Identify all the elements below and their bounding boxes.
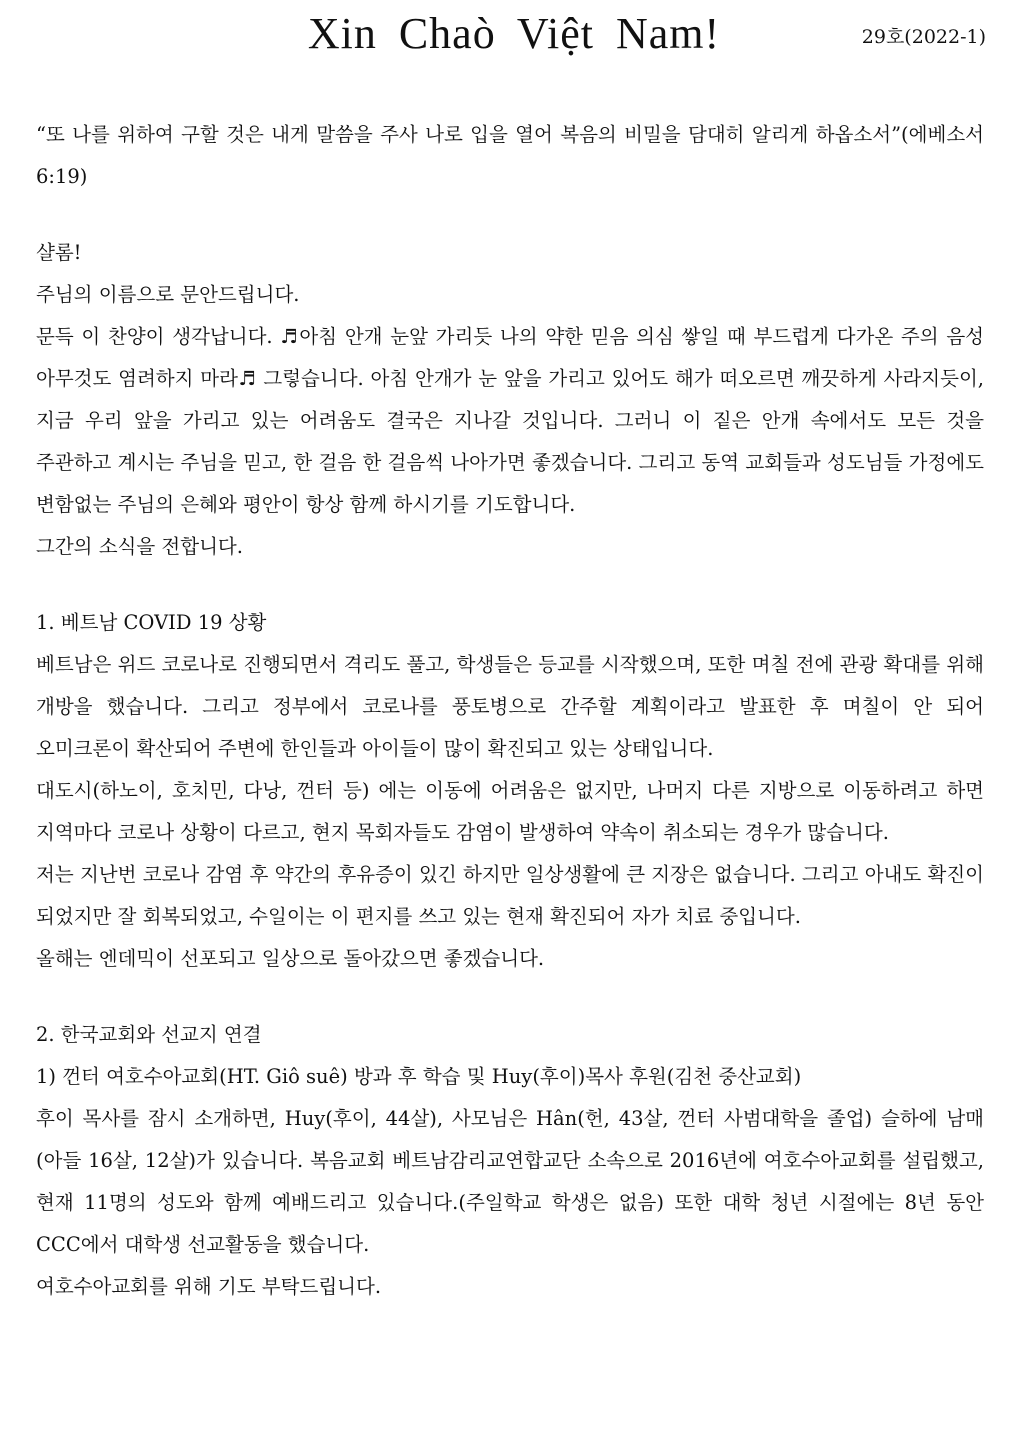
section-1-paragraph-1: 베트남은 위드 코로나로 진행되면서 격리도 풀고, 학생들은 등교를 시작했으며, 또한 며칠 전에 관광 확대를 위해 개방을 했습니다. 그리고 정부에서 코로나를 풍토병으로 간주할 계획이라고 발표한 후 며칠이 안 되어 오미크론이 확산되어 주변에 한인들과 아이들이 많이 확진되고 있는 상태입니다.: [36, 653, 984, 760]
greeting-news-intro: 그간의 소식을 전합니다.: [36, 535, 243, 558]
section-2-heading: 2. 한국교회와 선교지 연결: [36, 1023, 262, 1046]
newsletter-title: Xin Chaò Việt Nam!: [307, 9, 721, 58]
section-2-subheading: 1) 껀터 여호수아교회(HT. Giô suê) 방과 후 학습 및 Huy(후이)목사 후원(김천 중산교회): [36, 1065, 802, 1088]
greeting-salutation: 주님의 이름으로 문안드립니다.: [36, 283, 300, 306]
section-1-paragraph-3: 저는 지난번 코로나 감염 후 약간의 후유증이 있긴 하지만 일상생활에 큰 지장은 없습니다. 그리고 아내도 확진이 되었지만 잘 회복되었고, 수일이는 이 편지를 쓰고 있는 현재 확진되어 자가 치료 중입니다.: [36, 863, 984, 928]
section-1-heading: 1. 베트남 COVID 19 상황: [36, 611, 267, 634]
section-2-paragraph-1: 후이 목사를 잠시 소개하면, Huy(후이, 44살), 사모님은 Hân(헌, 43살, 껀터 사범대학을 졸업) 슬하에 남매(아들 16살, 12살)가 있습니다. 복음교회 베트남감리교연합교단 소속으로 2016년에 여호수아교회를 설립했고, 현재 11명의 성도와 함께 예배드리고 있습니다.(주일학교 학생은 없음) 또한 대학 청년 시절에는 8년 동안 CCC에서 대학생 선교활동을 했습니다.: [36, 1107, 984, 1256]
letter-body: [36, 114, 984, 1308]
greeting-shalom: 샬롬!: [36, 241, 82, 264]
bible-verse: “또 나를 위하여 구할 것은 내게 말씀을 주사 나로 입을 열어 복음의 비밀을 담대히 알리게 하옵소서”(에베소서 6:19): [36, 123, 984, 188]
greeting-paragraph: 문득 이 찬양이 생각납니다. ♬아침 안개 눈앞 가리듯 나의 약한 믿음 의심 쌓일 때 부드럽게 다가온 주의 음성 아무것도 염려하지 마라♬ 그렇습니다. 아침 안개가 눈 앞을 가리고 있어도 해가 떠오르면 깨끗하게 사라지듯이, 지금 우리 앞을 가리고 있는 어려움도 결국은 지나갈 것입니다. 그러니 이 짙은 안개 속에서도 모든 것을 주관하고 계시는 주님을 믿고, 한 걸음 한 걸음씩 나아가면 좋겠습니다. 그리고 동역 교회들과 성도님들 가정에도 변함없는 주님의 은혜와 평안이 항상 함께 하시기를 기도합니다.: [36, 325, 984, 516]
issue-number: 29호(2022-1): [861, 26, 986, 48]
section-1-paragraph-2: 대도시(하노이, 호치민, 다낭, 껀터 등) 에는 이동에 어려움은 없지만, 나머지 다른 지방으로 이동하려고 하면 지역마다 코로나 상황이 다르고, 현지 목회자들도 감염이 발생하여 약속이 취소되는 경우가 많습니다.: [36, 779, 984, 844]
section-2-paragraph-2: 여호수아교회를 위해 기도 부탁드립니다.: [36, 1275, 382, 1298]
section-1-paragraph-4: 올해는 엔데믹이 선포되고 일상으로 돌아갔으면 좋겠습니다.: [36, 947, 545, 970]
